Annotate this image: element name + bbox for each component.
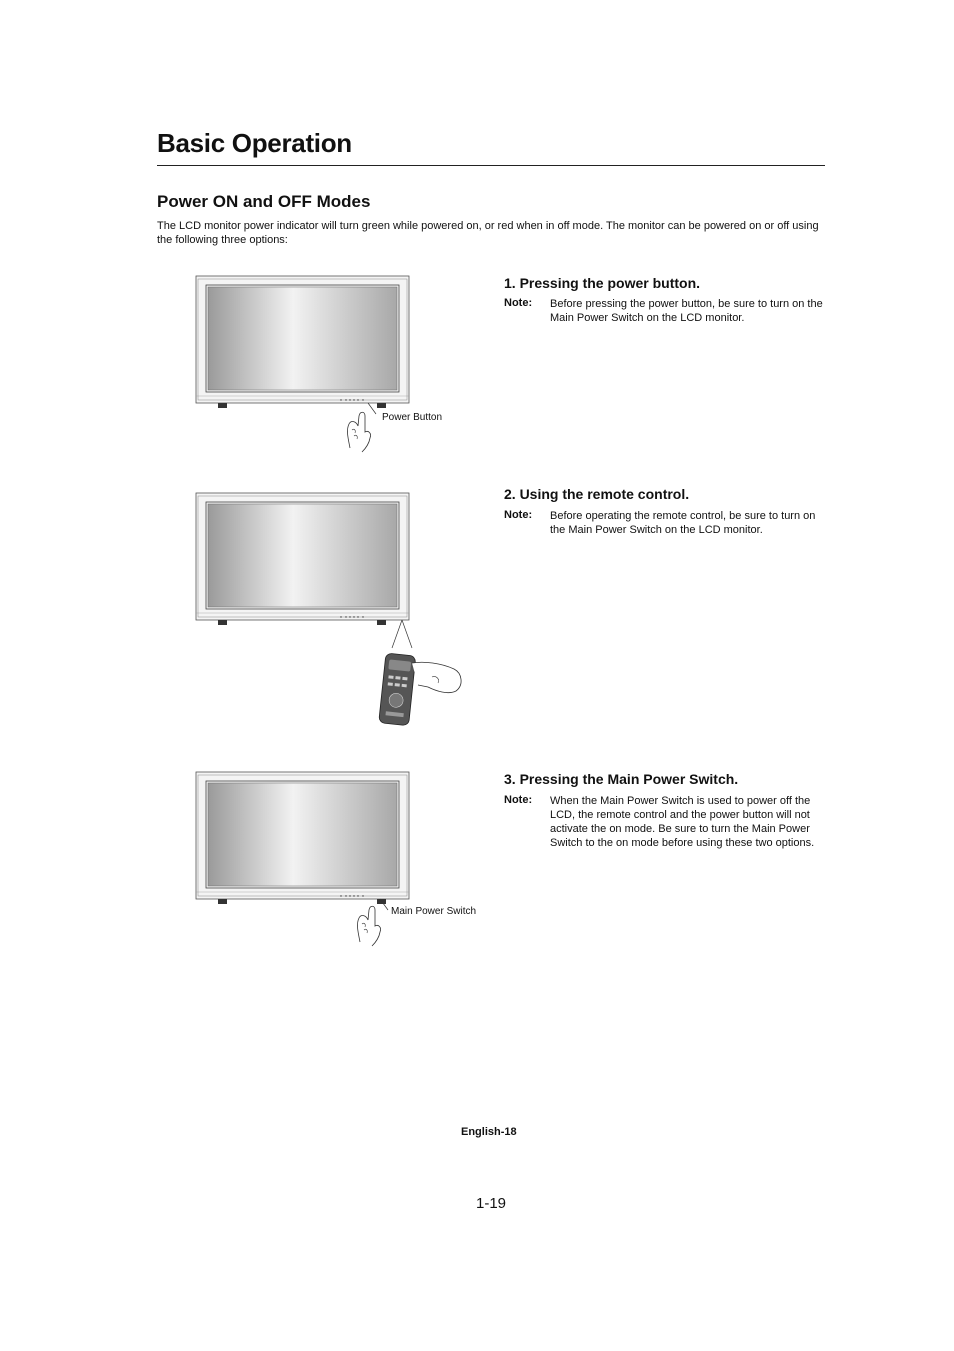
step-2-title: 2. Using the remote control. bbox=[504, 486, 690, 502]
step-3-note-label: Note: bbox=[504, 794, 533, 806]
step-2-note-label: Note: bbox=[504, 509, 533, 521]
step-3-note-text: When the Main Power Switch is used to power off the LCD, the remote control and the power button will not activate the on mode. Be sure to turn the Main Power Switch to the on mode before using these two options. bbox=[550, 795, 815, 849]
hand-pressing-icon bbox=[347, 412, 370, 452]
ir-beam bbox=[392, 620, 412, 648]
hand-holding-remote-icon bbox=[412, 662, 461, 692]
step-2-note-text: Before operating the remote control, be sure to turn on the Main Power Switch on the LCD monitor. bbox=[550, 510, 816, 536]
page-number: 1-19 bbox=[476, 1195, 507, 1212]
section-title: Power ON and OFF Modes bbox=[157, 192, 371, 211]
power-button-caption: Power Button bbox=[382, 412, 443, 423]
main-power-switch-caption: Main Power Switch bbox=[391, 906, 477, 917]
callout-line bbox=[368, 403, 376, 414]
remote-control-icon bbox=[379, 653, 416, 726]
step-3-title: 3. Pressing the Main Power Switch. bbox=[504, 771, 739, 787]
page-title: Basic Operation bbox=[157, 128, 352, 158]
step-1-title: 1. Pressing the power button. bbox=[504, 275, 701, 291]
intro-paragraph: The LCD monitor power indicator will turn green while powered on, or red when in off mode. The monitor can be powered on or off using the following three options: bbox=[157, 220, 819, 246]
footer-label: English-18 bbox=[461, 1126, 517, 1138]
title-divider bbox=[157, 165, 825, 166]
monitor-illustration-2 bbox=[196, 493, 466, 728]
step-1-note-label: Note: bbox=[504, 297, 533, 309]
hand-pressing-icon bbox=[357, 906, 380, 946]
step-1-note-text: Before pressing the power button, be sure to turn on the Main Power Switch on the LCD monitor. bbox=[550, 298, 823, 324]
